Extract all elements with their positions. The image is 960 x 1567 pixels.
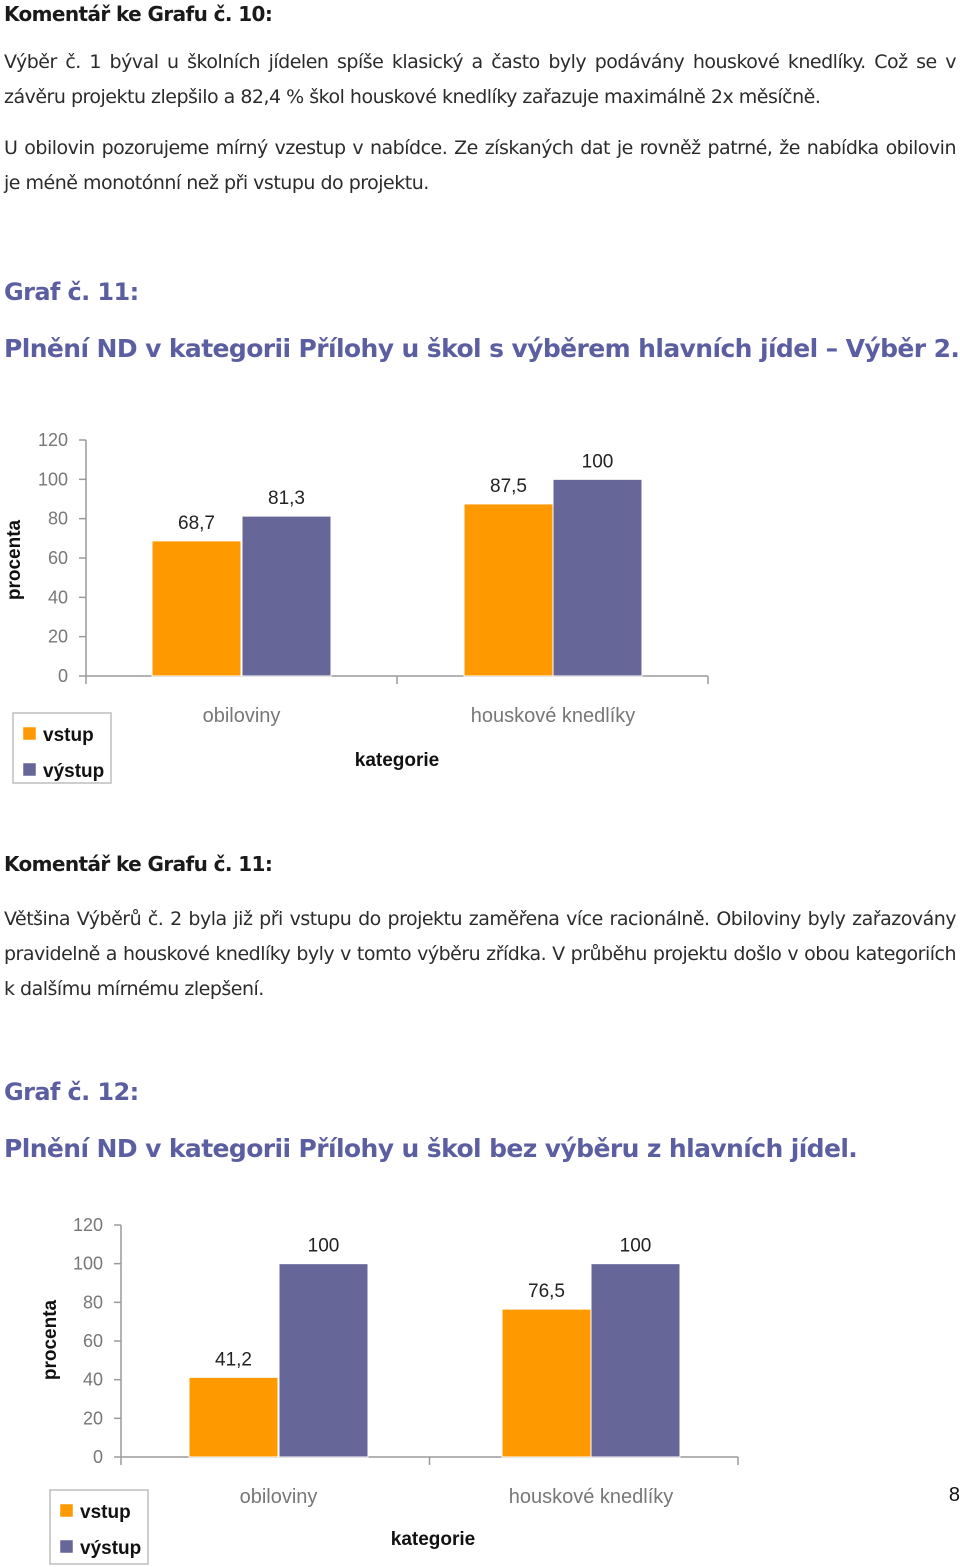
data-label: 81,3 xyxy=(268,488,305,510)
chart-graf-12 xyxy=(30,1205,770,1567)
legend-label: vstup xyxy=(80,1502,131,1523)
y-tick-label: 20 xyxy=(82,1408,103,1429)
chart-graf-11 xyxy=(0,420,720,790)
y-tick-label: 0 xyxy=(92,1447,103,1467)
legend-swatch-vstup xyxy=(23,727,36,740)
bar-vstup xyxy=(152,541,241,676)
comment-10-paragraph-1: Výběr č. 1 býval u školních jídelen spíše klasický a často byly podávány houskové knedlíky. Což se v závěru projektu zlepšilo a 82,4 % škol houskové knedlíky zařazuje maximálně 2x měsíčně. xyxy=(4,51,956,108)
y-tick-label: 100 xyxy=(37,469,68,490)
legend-label: výstup xyxy=(43,761,105,782)
y-tick-label: 120 xyxy=(72,1215,103,1235)
legend-label: výstup xyxy=(80,1538,142,1559)
y-tick-label: 60 xyxy=(47,548,68,568)
bar-vystup xyxy=(591,1264,680,1457)
y-axis-title: procenta xyxy=(4,519,25,601)
graf-11-label: Graf č. 11: xyxy=(4,278,139,306)
graf-12-label: Graf č. 12: xyxy=(4,1078,139,1106)
y-tick-label: 40 xyxy=(47,587,68,608)
y-tick-label: 40 xyxy=(82,1369,103,1390)
x-category-label: houskové knedlíky xyxy=(470,705,636,727)
data-label: 76,5 xyxy=(528,1281,565,1303)
comment-11-paragraph-1: Většina Výběrů č. 2 byla již při vstupu do projektu zaměřena více racionálně. Obiloviny byly zařazovány pravidelně a houskové knedlíky byly v tomto výběru zřídka. V průběhu projektu došlo v obou kategoriích k dalšímu mírnému zlepšení. xyxy=(4,908,956,1000)
comment-10-paragraph-2: U obilovin pozorujeme mírný vzestup v nabídce. Ze získaných dat je rovněž patrné, že nabídka obilovin je méně monotónní než při vstupu do projektu. xyxy=(4,137,956,194)
y-tick-label: 100 xyxy=(72,1253,103,1274)
x-category-label: obiloviny xyxy=(202,705,281,727)
x-axis-title: kategorie xyxy=(354,750,440,771)
y-tick-label: 80 xyxy=(47,508,68,529)
data-label: 87,5 xyxy=(490,475,527,497)
y-tick-label: 120 xyxy=(37,430,68,450)
data-label: 100 xyxy=(619,1235,652,1257)
x-category-label: houskové knedlíky xyxy=(508,1486,674,1508)
y-tick-label: 20 xyxy=(47,626,68,647)
comment-11-heading: Komentář ke Grafu č. 11: xyxy=(4,852,273,876)
bar-vystup xyxy=(242,516,331,676)
legend-swatch-vystup xyxy=(23,763,36,776)
page-number: 8 xyxy=(948,1484,960,1506)
y-tick-label: 0 xyxy=(57,666,68,686)
legend-swatch-vystup xyxy=(60,1540,73,1553)
data-label: 41,2 xyxy=(215,1349,252,1371)
comment-10-heading: Komentář ke Grafu č. 10: xyxy=(4,2,273,26)
bar-vstup xyxy=(464,504,553,676)
bar-vystup xyxy=(279,1264,368,1457)
legend-swatch-vstup xyxy=(60,1504,73,1517)
graf-11-title: Plnění ND v kategorii Přílohy u škol s výběrem hlavních jídel – Výběr 2. xyxy=(4,334,960,363)
chart-graf-12-svg xyxy=(30,1205,770,1567)
bar-vstup xyxy=(189,1377,278,1457)
y-axis-title: procenta xyxy=(40,1299,61,1381)
chart-graf-11-svg xyxy=(0,420,720,790)
data-label: 100 xyxy=(307,1235,340,1257)
bar-vystup xyxy=(553,479,642,676)
y-tick-label: 80 xyxy=(82,1292,103,1313)
x-axis-title: kategorie xyxy=(390,1529,476,1550)
x-category-label: obiloviny xyxy=(239,1486,318,1508)
bar-vstup xyxy=(502,1309,591,1457)
data-label: 68,7 xyxy=(178,512,215,534)
y-tick-label: 60 xyxy=(82,1331,103,1351)
graf-12-title: Plnění ND v kategorii Přílohy u škol bez výběru z hlavních jídel. xyxy=(4,1134,858,1163)
legend-label: vstup xyxy=(43,725,94,746)
data-label: 100 xyxy=(581,451,614,473)
